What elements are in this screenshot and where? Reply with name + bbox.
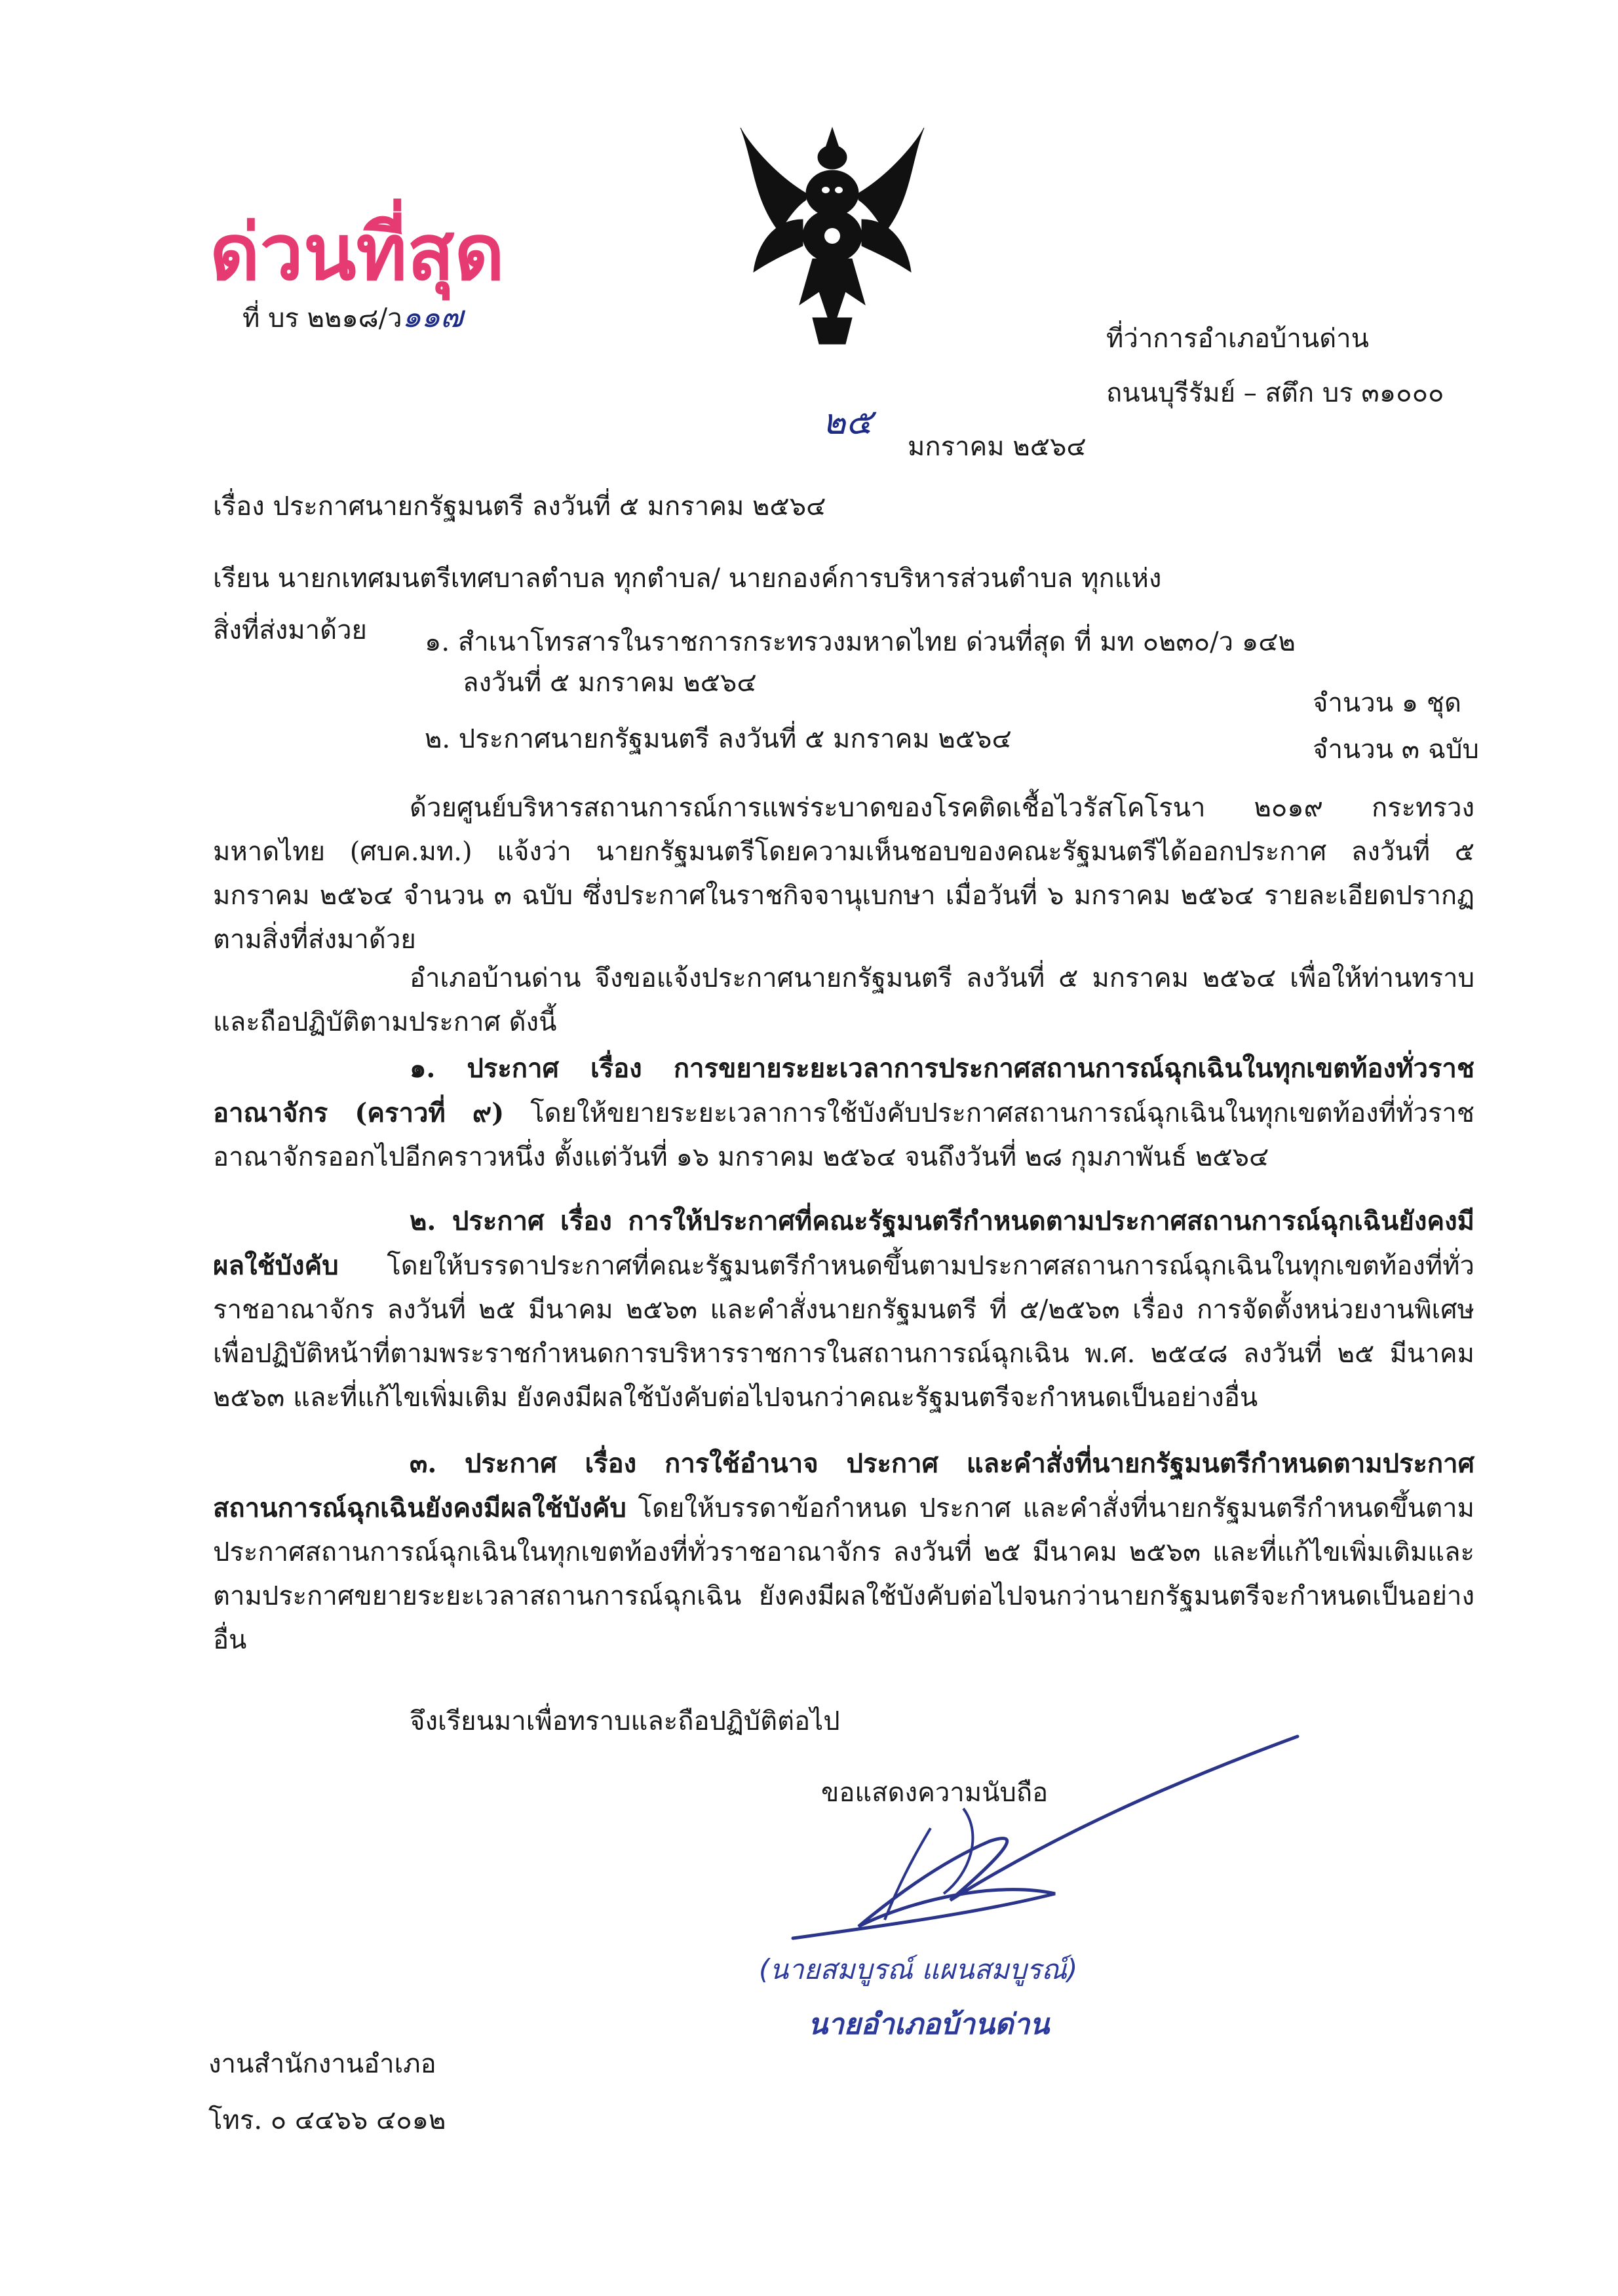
office-name: ที่ว่าการอำเภอบ้านด่าน (1106, 324, 1369, 354)
announcement-item-3: ๓. ประกาศ เรื่อง การใช้อำนาจ ประกาศ และคำสั่งที่นายกรัฐมนตรีกำหนดตามประกาศสถานการณ์ฉุกเฉินยังคงมีผลใช้บังคับ โดยให้บรรดาข้อกำหนด ประกาศ และคำสั่งที่นายกรัฐมนตรีกำหนดขึ้นตามประกาศสถานการณ์ฉุกเฉินในทุกเขตท้องที่ทั่วราชอาณาจักร ลงวันที่ ๒๕ มีนาคม ๒๕๖๓ และที่แก้ไขเพิ่มเติมและตามประกาศขยายระยะเวลาสถานการณ์ฉุกเฉิน ยังคงมีผลใช้บังคับต่อไปจนกว่านายกรัฐมนตรีจะกำหนดเป็นอย่างอื่น (213, 1448, 1474, 1655)
enclosure-item-2-qty: จำนวน ๓ ฉบับ (1313, 735, 1479, 765)
subject-line: เรื่อง ประกาศนายกรัฐมนตรี ลงวันที่ ๕ มกราคม ๒๕๖๔ (213, 491, 826, 522)
reference-label: ที่ บร ๒๒๑๘/ว (242, 303, 402, 334)
body-paragraph-1: ด้วยศูนย์บริหารสถานการณ์การแพร่ระบาดของโรคติดเชื้อไวรัสโคโรนา ๒๐๑๙ กระทรวงมหาดไทย (ศบค.มท.) แจ้งว่า นายกรัฐมนตรีโดยความเห็นชอบของคณะรัฐมนตรีได้ออกประกาศ ลงวันที่ ๕ มกราคม ๒๕๖๔ จำนวน ๓ ฉบับ ซึ่งประกาศในราชกิจจานุเบกษา เมื่อวันที่ ๖ มกราคม ๒๕๖๔ รายละเอียดปรากฏตามสิ่งที่ส่งมาด้วย (213, 793, 1474, 955)
reference-handwritten-number: ๑๑๗ (402, 299, 463, 334)
body-paragraph-2: อำเภอบ้านด่าน จึงขอแจ้งประกาศนายกรัฐมนตรี ลงวันที่ ๕ มกราคม ๒๕๖๔ เพื่อให้ท่านทราบและถือปฏิบัติตามประกาศ ดังนี้ (213, 963, 1474, 1037)
announcement-item-1: ๑. ประกาศ เรื่อง การขยายระยะเวลาการประกาศสถานการณ์ฉุกเฉินในทุกเขตท้องทั่วราชอาณาจักร (คราวที่ ๙) โดยให้ขยายระยะเวลาการใช้บังคับประกาศสถานการณ์ฉุกเฉินในทุกเขตท้องที่ทั่วราชอาณาจักรออกไปอีกคราวหนึ่ง ตั้งแต่วันที่ ๑๖ มกราคม ๒๕๖๔ จนถึงวันที่ ๒๘ กุมภาพันธ์ ๒๕๖๔ (213, 1053, 1474, 1172)
signature-mark (780, 1730, 1317, 1946)
office-address: ถนนบุรีรัมย์ – สตึก บร ๓๑๐๐๐ (1106, 378, 1444, 408)
enclosure-item-1-qty: จำนวน ๑ ชุด (1313, 688, 1461, 718)
footer-phone: โทร. ๐ ๔๔๖๖ ๔๐๑๒ (208, 2105, 446, 2135)
enclosure-item-1: ๑. สำเนาโทรสารในราชการกระทรวงมหาดไทย ด่วนที่สุด ที่ มท ๐๒๓๐/ว ๑๔๒ (425, 627, 1296, 657)
signer-title: นายอำเภอบ้านด่าน (808, 2008, 1050, 2041)
urgent-stamp: ด่วนที่สุด (210, 207, 505, 297)
date-month-year: มกราคม ๒๕๖๔ (908, 432, 1087, 462)
enclosures-label: สิ่งที่ส่งมาด้วย (213, 615, 367, 645)
announcement-item-2: ๒. ประกาศ เรื่อง การให้ประกาศที่คณะรัฐมนตรีกำหนดตามประกาศสถานการณ์ฉุกเฉินยังคงมีผลใช้บังคับ โดยให้บรรดาประกาศที่คณะรัฐมนตรีกำหนดขึ้นตามประกาศสถานการณ์ฉุกเฉินในทุกเขตท้องที่ทั่วราชอาณาจักร ลงวันที่ ๒๕ มีนาคม ๒๕๖๓ และคำสั่งนายกรัฐมนตรี ที่ ๕/๒๕๖๓ เรื่อง การจัดตั้งหน่วยงานพิเศษเพื่อปฏิบัติหน้าที่ตามพระราชกำหนดการบริหารราชการในสถานการณ์ฉุกเฉิน พ.ศ. ๒๕๔๘ ลงวันที่ ๒๕ มีนาคม ๒๕๖๓ และที่แก้ไขเพิ่มเติม ยังคงมีผลใช้บังคับต่อไปจนกว่าคณะรัฐมนตรีจะกำหนดเป็นอย่างอื่น (213, 1206, 1474, 1413)
date-day-handwritten: ๒๕ (822, 401, 873, 442)
signoff: ขอแสดงความนับถือ (821, 1778, 1049, 1808)
footer-department: งานสำนักงานอำเภอ (208, 2049, 436, 2079)
reference-line (242, 301, 463, 332)
garuda-emblem-icon (734, 121, 931, 347)
salutation-line: เรียน นายกเทศมนตรีเทศบาลตำบล ทุกตำบล/ นายกองค์การบริหารส่วนตำบล ทุกแห่ง (213, 564, 1162, 594)
signer-name: (นายสมบูรณ์ แผนสมบูรณ์) (759, 1953, 1078, 1985)
enclosure-item-2: ๒. ประกาศนายกรัฐมนตรี ลงวันที่ ๕ มกราคม ๒๕๖๔ (425, 724, 1012, 754)
enclosure-item-1-date: ลงวันที่ ๕ มกราคม ๒๕๖๔ (463, 668, 757, 698)
closing-line: จึงเรียนมาเพื่อทราบและถือปฏิบัติต่อไป (410, 1706, 840, 1736)
